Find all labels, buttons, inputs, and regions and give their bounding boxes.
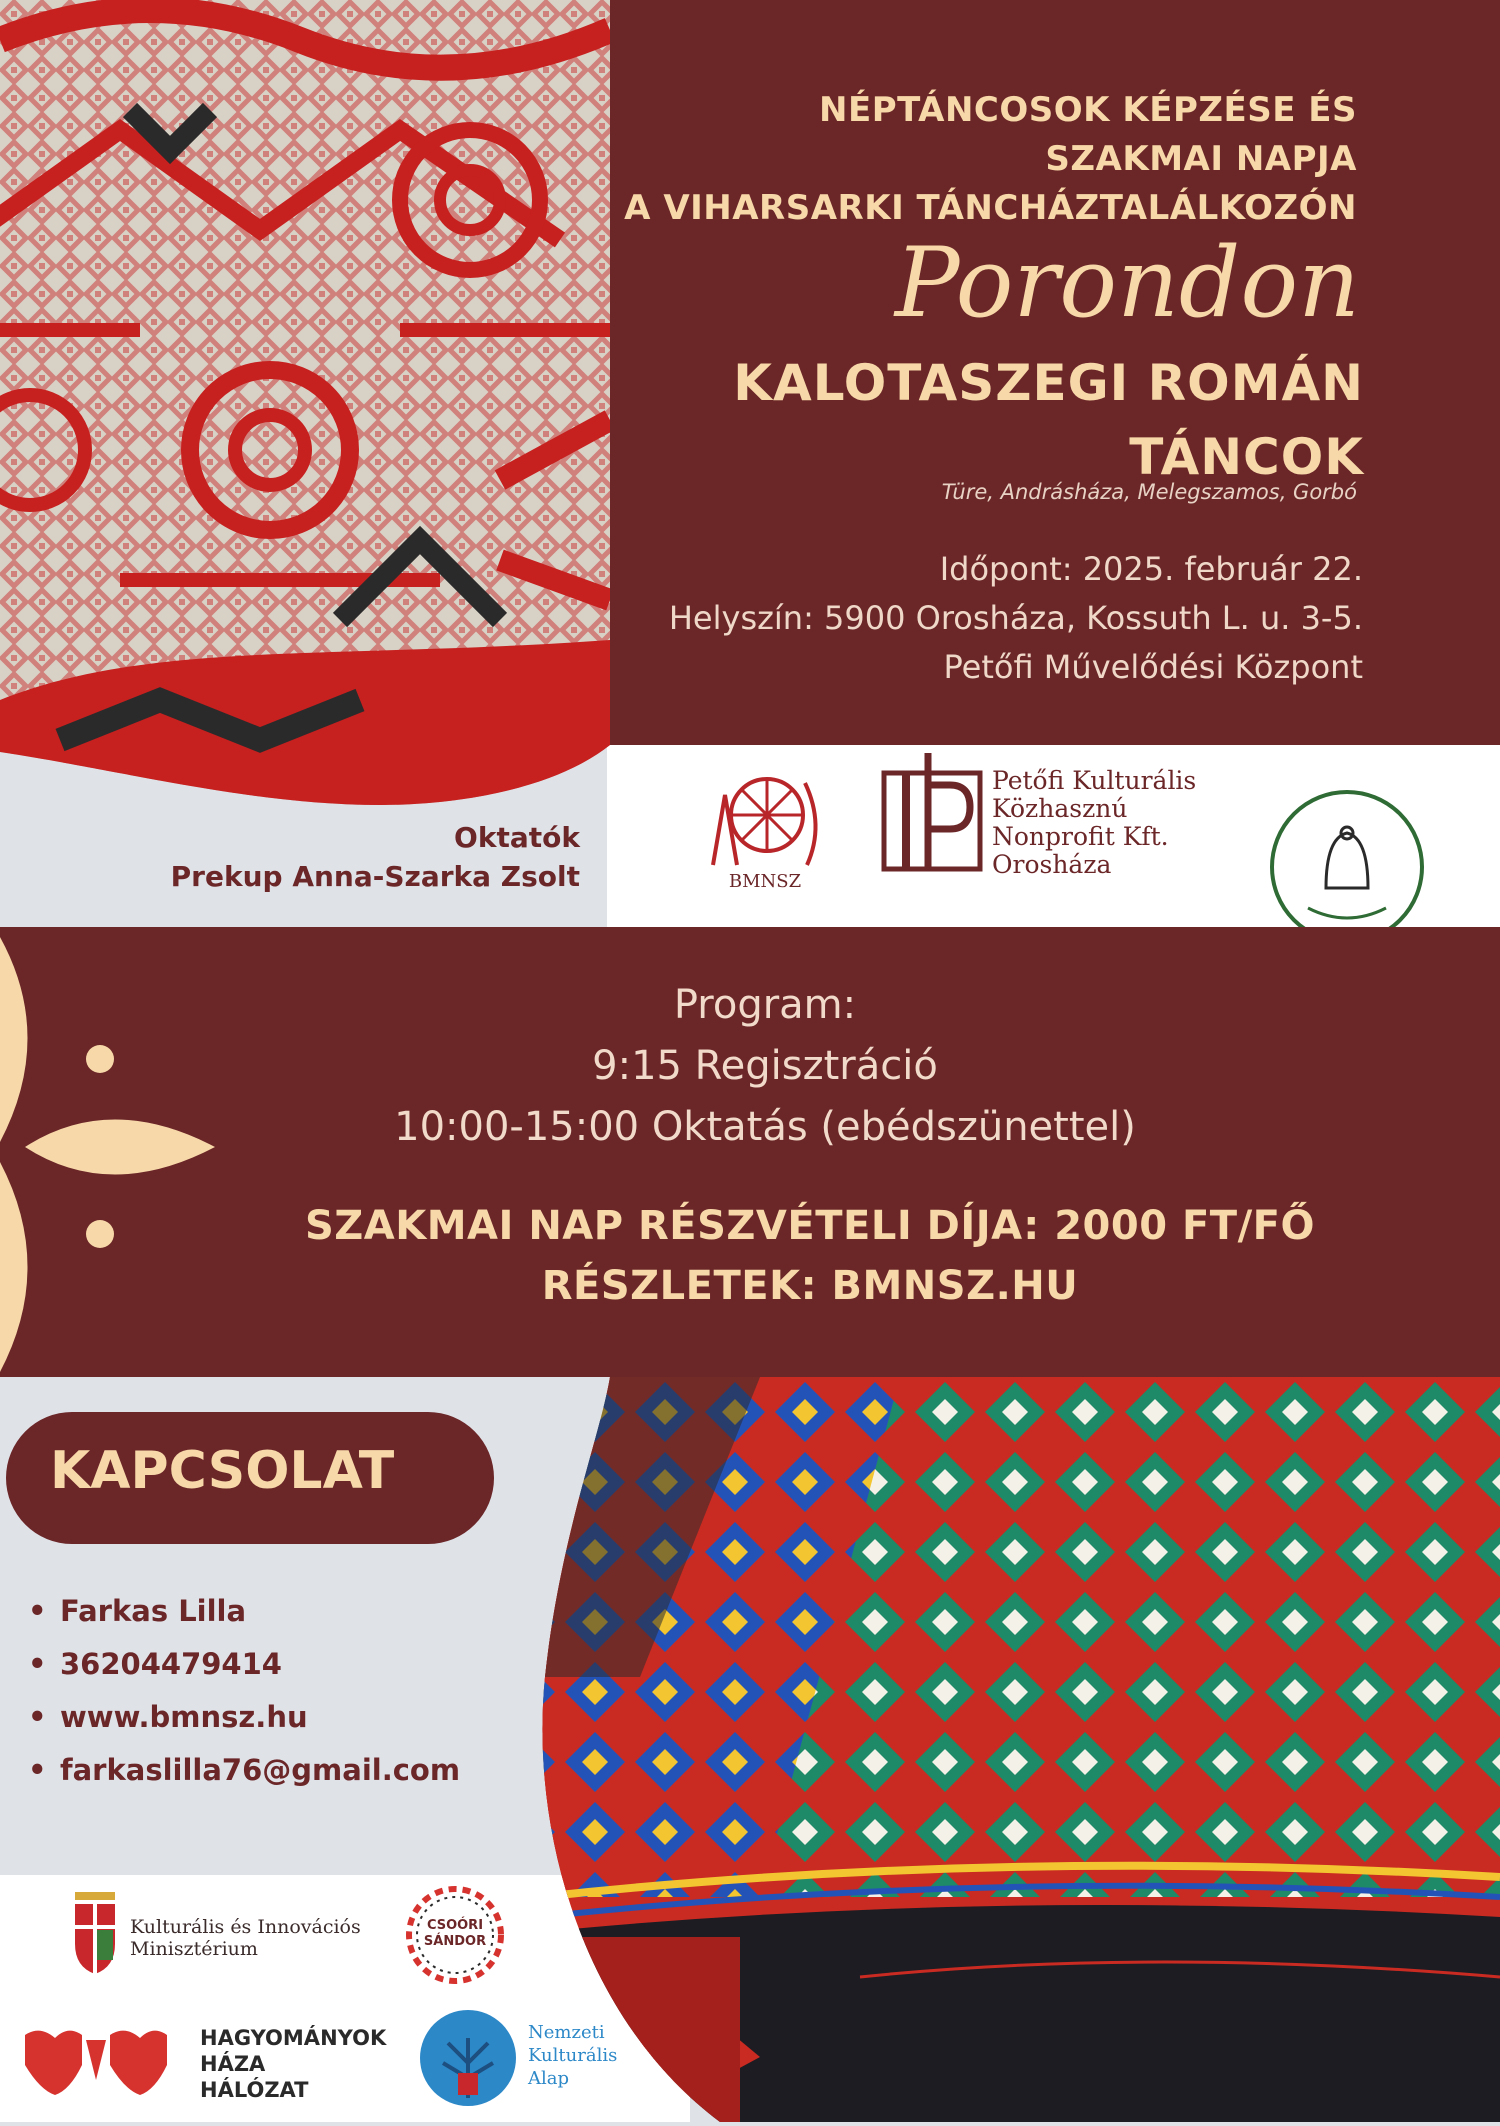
program-title: Program: — [673, 982, 857, 1028]
petofi-logo — [880, 745, 1240, 895]
program-schedule — [0, 975, 1500, 1158]
program-item-registration: 9:15 Regisztráció — [592, 1043, 938, 1089]
embroidery-photo-top — [0, 0, 610, 805]
petofi-line-2: Közhasznú — [992, 794, 1128, 823]
petofi-line-4: Orosháza — [992, 850, 1112, 879]
contact-email[interactable]: • farkaslilla76@gmail.com — [28, 1744, 460, 1797]
dance-title-line-1: KALOTASZEGI ROMÁN — [733, 354, 1364, 412]
contact-phone[interactable]: • 36204479414 — [28, 1638, 460, 1691]
event-heading — [557, 86, 1357, 233]
details-link: RÉSZLETEK: BMNSZ.HU — [541, 1263, 1079, 1309]
villages-subtitle: Türe, Andrásháza, Melegszamos, Gorbó — [941, 480, 1357, 504]
hagyomanyok-line-3: HÁLÓZAT — [200, 2078, 309, 2102]
petofi-line-1: Petőfi Kulturális — [992, 766, 1197, 795]
hagyomanyok-line-1: HAGYOMÁNYOK — [200, 2026, 387, 2050]
teachers-names: Prekup Anna-Szarka Zsolt — [170, 860, 580, 893]
contact-website[interactable]: • www.bmnsz.hu — [28, 1691, 460, 1744]
teachers-block — [20, 818, 580, 896]
ministry-line-1: Kulturális és Innovációs — [130, 1916, 361, 1938]
contact-title: KAPCSOLAT — [50, 1441, 395, 1501]
dance-title-line-2: TÁNCOK — [1129, 428, 1364, 486]
bmnsz-logo — [695, 755, 835, 915]
heading-line-3: A VIHARSARKI TÁNCHÁZTALÁLKOZÓN — [624, 188, 1357, 228]
brand-title: Porondon — [894, 227, 1360, 339]
event-date: Időpont: 2025. február 22. — [939, 550, 1363, 588]
ministry-logo — [70, 1882, 410, 1982]
nka-logo — [418, 2003, 678, 2113]
petofi-logo-text — [992, 767, 1196, 879]
heading-line-1: NÉPTÁNCOSOK KÉPZÉSE ÉS — [819, 90, 1357, 130]
petofi-line-3: Nonprofit Kft. — [992, 822, 1169, 851]
hagyomanyok-line-2: HÁZA — [200, 2052, 266, 2076]
dance-title — [664, 346, 1364, 494]
csoori-line-2: SÁNDOR — [423, 1934, 487, 1949]
event-place: Helyszín: 5900 Orosháza, Kossuth L. u. 3-5. — [668, 599, 1363, 637]
teachers-label: Oktatók — [454, 821, 580, 854]
contact-name: • Farkas Lilla — [28, 1585, 460, 1638]
participation-fee: SZAKMAI NAP RÉSZVÉTELI DÍJA: 2000 FT/FŐ — [304, 1203, 1316, 1249]
contact-list — [28, 1585, 460, 1797]
hagyomanyok-logo — [20, 2020, 400, 2110]
event-venue: Petőfi Művelődési Központ — [943, 648, 1363, 686]
csoori-logo — [400, 1880, 510, 1990]
csoori-line-1: CSOÓRI — [426, 1918, 484, 1933]
bmnsz-logo-text: BMNSZ — [728, 871, 802, 892]
event-info — [669, 545, 1363, 692]
fee-block — [0, 1196, 1500, 1316]
dance-group-logo — [1268, 788, 1426, 946]
ministry-line-2: Minisztérium — [130, 1938, 258, 1960]
nka-line-1: Nemzeti — [528, 2022, 605, 2043]
program-item-training: 10:00-15:00 Oktatás (ebédszünettel) — [394, 1104, 1136, 1150]
nka-line-3: Alap — [528, 2068, 570, 2089]
nka-line-2: Kulturális — [528, 2045, 618, 2066]
heading-line-2: SZAKMAI NAPJA — [1045, 139, 1357, 179]
